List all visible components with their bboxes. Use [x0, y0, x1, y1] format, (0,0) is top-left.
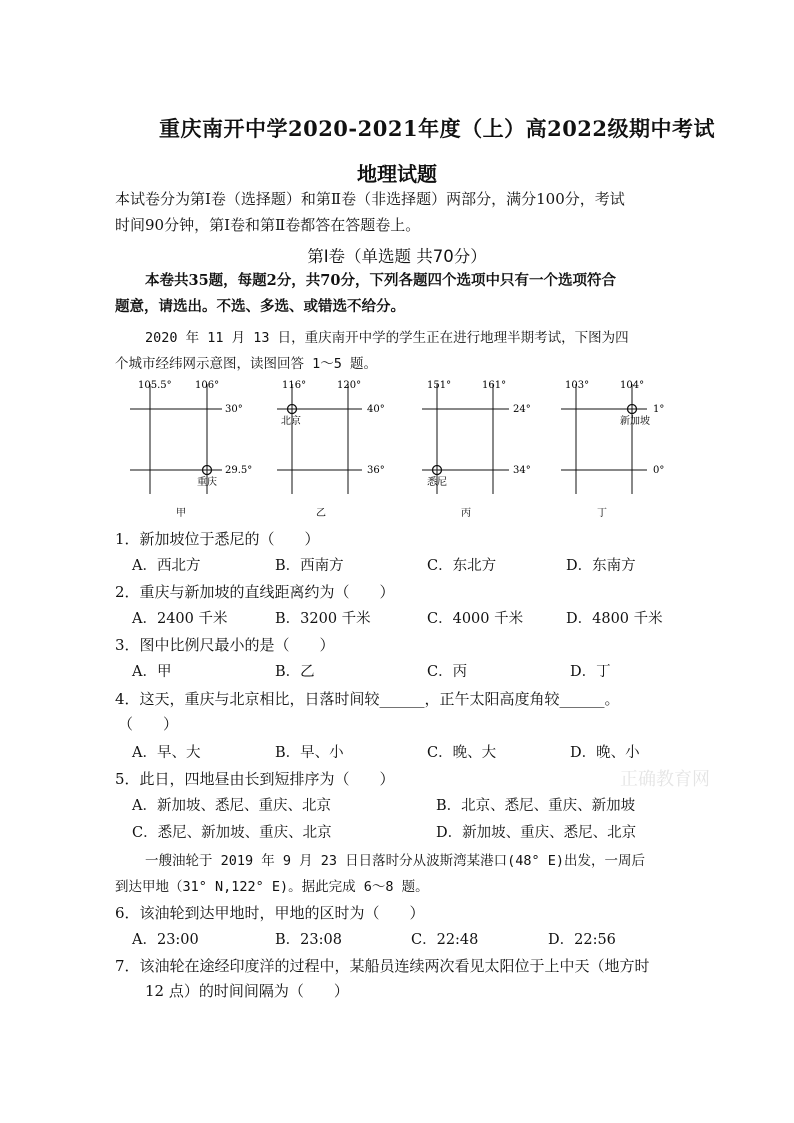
question-4-stem: 4．这天，重庆与北京相比，日落时间较______，正午太阳高度角较______。 [115, 690, 620, 708]
map-ding-lat-bottom: 0° [653, 465, 665, 476]
map-yi-city: 北京 [281, 416, 301, 427]
instructions-line-1: 本卷共35题，每题2分，共70分，下列各题四个选项中只有一个选项符合 [145, 272, 616, 289]
q4-option-b: B．早、小 [275, 745, 344, 761]
map-jia [130, 380, 252, 519]
question-1-stem: 1．新加坡位于悉尼的（ ） [115, 530, 320, 548]
context-2-line-2: 到达甲地（31° N,122° E)。据此完成 6～8 题。 [115, 879, 429, 895]
intro-line-2: 时间90分钟，第Ⅰ卷和第Ⅱ卷都答在答题卷上。 [115, 216, 421, 234]
map-jia-lat-bottom: 29.5° [225, 465, 253, 476]
question-5-stem: 5．此日，四地昼由长到短排序为（ ） [115, 770, 395, 788]
map-jia-city: 重庆 [197, 477, 217, 488]
graticule-diagram [110, 372, 690, 522]
map-yi-lat-bottom: 36° [367, 465, 385, 476]
map-ding-city: 新加坡 [620, 416, 650, 427]
q6-option-b: B．23:08 [275, 932, 342, 948]
q5-option-a: A．新加坡、悉尼、重庆、北京 [132, 798, 331, 814]
q5-option-d: D．新加坡、重庆、悉尼、北京 [436, 825, 637, 841]
q2-option-c: C．4000 千米 [427, 611, 524, 627]
q2-option-d: D．4800 千米 [566, 611, 663, 627]
q1-option-c: C．东北方 [427, 558, 497, 574]
exam-title: 重庆南开中学2020-2021年度（上）高2022级期中考试 [158, 116, 716, 141]
map-jia-lat-top: 30° [225, 404, 243, 415]
map-yi-lon-left: 116° [282, 380, 307, 391]
question-2-stem: 2．重庆与新加坡的直线距离约为（ ） [115, 583, 395, 601]
map-bing-lat-top: 24° [513, 404, 531, 415]
map-bing-lat-bottom: 34° [513, 465, 531, 476]
map-jia-lon-right: 106° [195, 380, 220, 391]
q1-option-d: D．东南方 [566, 558, 636, 574]
section-title: 第Ⅰ卷（单选题 共70分） [307, 247, 487, 266]
watermark: 正确教育网 [620, 769, 710, 790]
map-yi [277, 380, 385, 519]
q1-option-b: B．西南方 [275, 558, 344, 574]
q6-option-a: A．23:00 [132, 932, 199, 948]
map-bing-label: 丙 [461, 508, 471, 519]
q1-option-a: A．西北方 [132, 558, 201, 574]
q2-option-b: B．3200 千米 [275, 611, 371, 627]
map-ding-lon-left: 103° [565, 380, 590, 391]
map-bing-city: 悉尼 [427, 477, 447, 488]
map-bing-lon-left: 151° [427, 380, 452, 391]
map-jia-label: 甲 [176, 508, 186, 519]
map-ding [561, 380, 664, 519]
q4-option-c: C．晚、大 [427, 745, 497, 761]
intro-line-1: 本试卷分为第Ⅰ卷（选择题）和第Ⅱ卷（非选择题）两部分，满分100分，考试 [115, 190, 625, 208]
q6-option-c: C．22:48 [411, 932, 479, 948]
q3-option-a: A．甲 [132, 664, 172, 680]
question-4-paren: （ ） [118, 715, 179, 733]
q5-option-c: C．悉尼、新加坡、重庆、北京 [132, 825, 332, 841]
q3-option-c: C．丙 [427, 664, 468, 680]
map-yi-lon-right: 120° [337, 380, 362, 391]
map-jia-lon-left: 105.5° [138, 380, 172, 391]
map-ding-lon-right: 104° [620, 380, 645, 391]
map-bing-lon-right: 161° [482, 380, 507, 391]
q4-option-a: A．早、大 [132, 745, 201, 761]
question-3-stem: 3．图中比例尺最小的是（ ） [115, 636, 335, 654]
q3-option-d: D．丁 [570, 664, 611, 680]
instructions-line-2: 题意，请选出。不选、多选、或错选不给分。 [115, 298, 405, 315]
context-1-line-1: 2020 年 11 月 13 日，重庆南开中学的学生正在进行地理半期考试，下图为四 [145, 330, 629, 346]
question-6-stem: 6．该油轮到达甲地时，甲地的区时为（ ） [115, 904, 425, 922]
q3-option-b: B．乙 [275, 664, 315, 680]
map-ding-lat-top: 1° [653, 404, 665, 415]
context-1-line-2: 个城市经纬网示意图，读图回答 1～5 题。 [115, 356, 378, 372]
map-yi-lat-top: 40° [367, 404, 385, 415]
map-ding-label: 丁 [597, 508, 607, 519]
q5-option-b: B．北京、悉尼、重庆、新加坡 [436, 798, 636, 814]
map-yi-label: 乙 [316, 508, 326, 519]
exam-subtitle: 地理试题 [357, 162, 437, 186]
q4-option-d: D．晚、小 [570, 745, 640, 761]
map-bing [422, 380, 531, 519]
question-7-stem: 7．该油轮在途经印度洋的过程中，某船员连续两次看见太阳位于上中天（地方时 [115, 957, 650, 975]
q2-option-a: A．2400 千米 [132, 611, 228, 627]
context-2-line-1: 一艘油轮于 2019 年 9 月 23 日日落时分从波斯湾某港口(48° E)出发，一周后 [145, 853, 646, 869]
q6-option-d: D．22:56 [548, 932, 616, 948]
question-7-stem-cont: 12 点）的时间间隔为（ ） [145, 982, 349, 1000]
